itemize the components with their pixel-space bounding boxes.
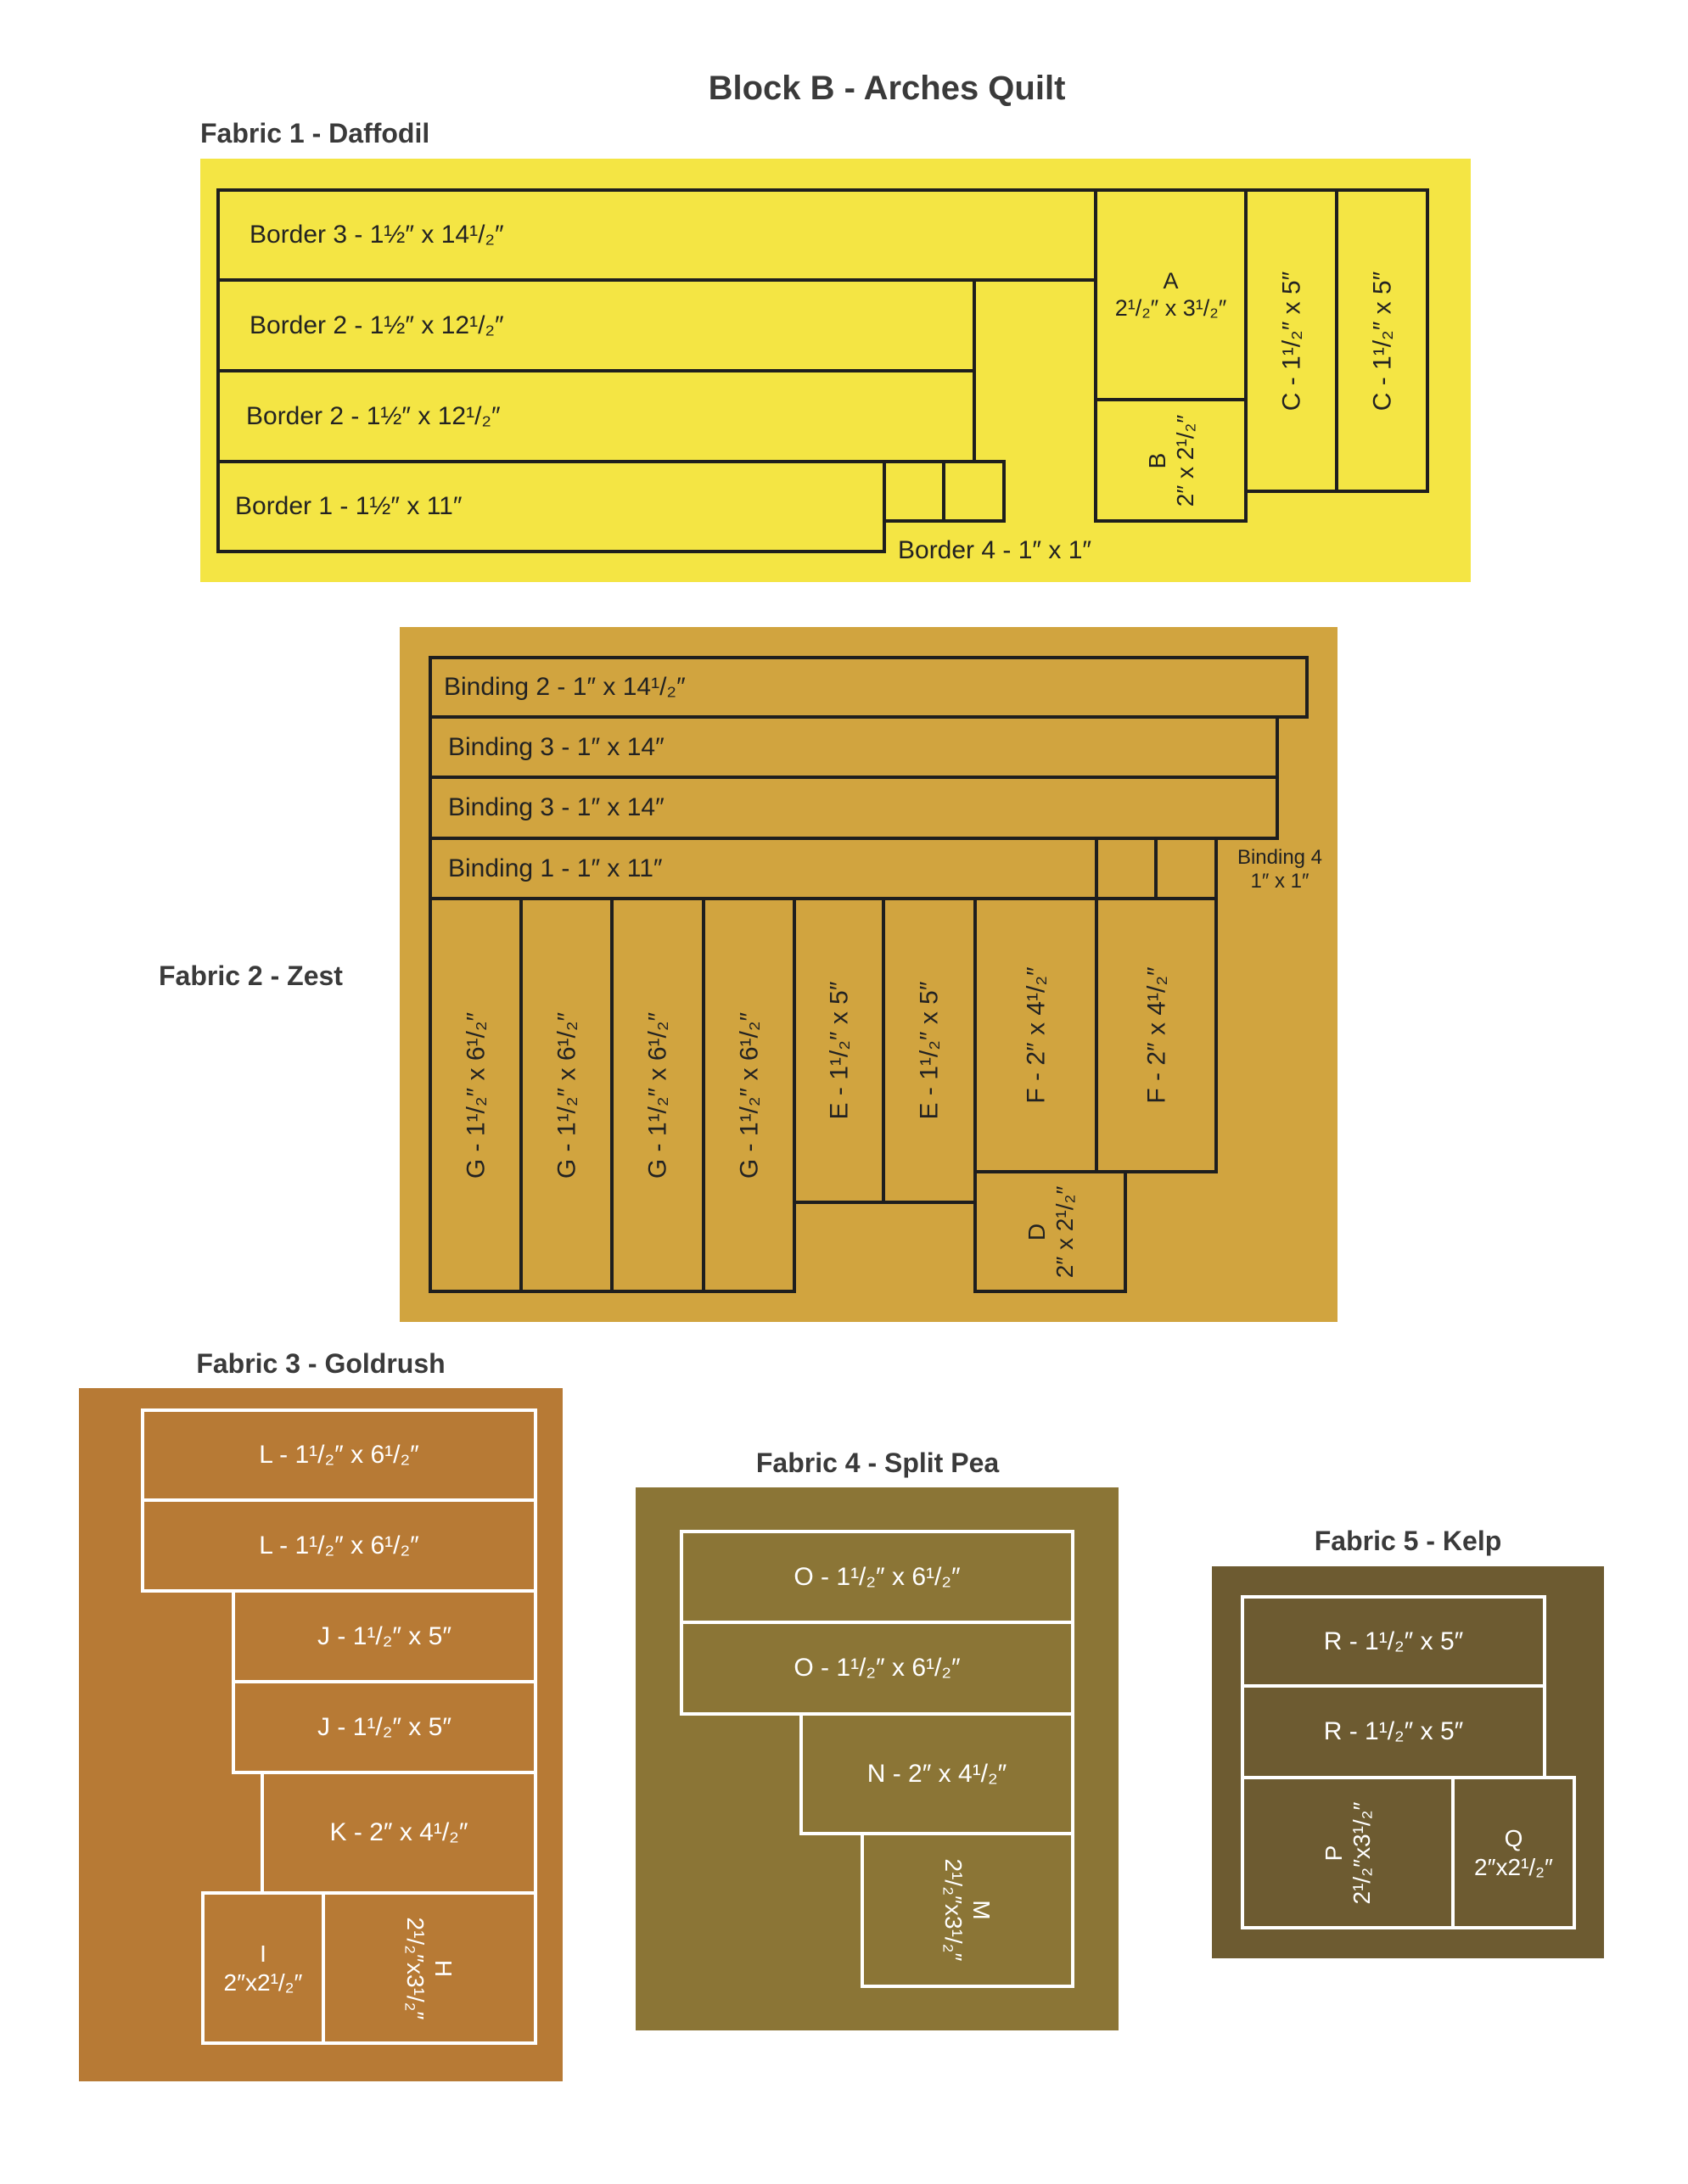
- piece-g: [704, 899, 794, 1291]
- piece-label: L - 1¹/₂″ x 6¹/₂″: [259, 1441, 419, 1470]
- piece-l: [143, 1410, 536, 1500]
- piece-h-text: [401, 1917, 457, 2019]
- piece-binding-3: [430, 717, 1277, 777]
- piece-p-text: [1320, 1801, 1376, 1904]
- fabric-3-panel: [79, 1388, 563, 2081]
- piece-letter: A: [1163, 267, 1179, 294]
- piece-binding-2: [430, 658, 1307, 717]
- piece-size: 2¹/₂″x3¹/₂″: [1349, 1801, 1375, 1904]
- piece-label: L - 1¹/₂″ x 6¹/₂″: [259, 1531, 419, 1560]
- piece-m: [862, 1834, 1073, 1986]
- piece-binding-4-square: [1156, 838, 1216, 899]
- piece-label: Binding 3 - 1″ x 14″: [448, 732, 665, 761]
- piece-border-2: [218, 280, 974, 371]
- piece-d: [975, 1172, 1125, 1291]
- fabric-4-label: Fabric 4 - Split Pea: [755, 1448, 1000, 1478]
- fabric-2-label: Fabric 2 - Zest: [159, 960, 343, 991]
- piece-label: Border 2 - 1½″ x 12¹/₂″: [246, 401, 501, 430]
- piece-j: [233, 1682, 536, 1772]
- piece-a: [1096, 190, 1246, 400]
- piece-m-text: [939, 1859, 995, 1962]
- piece-c: [1246, 190, 1337, 491]
- piece-label: G - 1¹/₂″ x 6¹/₂″: [552, 1011, 580, 1179]
- fabric-3-label: Fabric 3 - Goldrush: [196, 1348, 446, 1379]
- piece-size: 2¹/₂″ x 3¹/₂″: [1114, 294, 1227, 321]
- piece-size: 2″ x 2¹/₂″: [1051, 1185, 1078, 1278]
- piece-label: K - 2″ x 4¹/₂″: [329, 1818, 468, 1847]
- piece-label: J - 1¹/₂″ x 5″: [317, 1712, 451, 1741]
- piece-border-1: [218, 462, 884, 552]
- piece-border-2: [218, 371, 974, 462]
- page-title: Block B - Arches Quilt: [708, 70, 1066, 107]
- piece-e: [883, 899, 975, 1202]
- border-4-caption: Border 4 - 1″ x 1″: [898, 536, 1092, 564]
- piece-label: E - 1¹/₂″ x 5″: [915, 981, 944, 1120]
- piece-label: C - 1¹/₂″ x 5″: [1367, 271, 1396, 411]
- piece-o: [681, 1622, 1073, 1714]
- piece-k: [262, 1772, 536, 1893]
- piece-border-4-square: [884, 462, 944, 521]
- piece-size: 2″x2¹/₂″: [1474, 1853, 1553, 1880]
- piece-label: Binding 1 - 1″ x 11″: [448, 854, 663, 882]
- piece-letter: H: [430, 1959, 457, 1977]
- piece-label: Border 1 - 1½″ x 11″: [235, 492, 463, 521]
- piece-letter: D: [1023, 1223, 1050, 1240]
- piece-binding-3: [430, 777, 1277, 838]
- piece-label: O - 1¹/₂″ x 6¹/₂″: [794, 1562, 961, 1591]
- piece-label: R - 1¹/₂″ x 5″: [1323, 1627, 1464, 1655]
- piece-label: Border 2 - 1½″ x 12¹/₂″: [250, 311, 504, 339]
- piece-g: [612, 899, 704, 1291]
- piece-d-text: [1022, 1185, 1078, 1278]
- piece-label: Border 3 - 1½″ x 14¹/₂″: [250, 221, 504, 249]
- piece-border-4-square: [944, 462, 1004, 521]
- fabric-1-panel: [200, 159, 1471, 582]
- piece-letter: P: [1320, 1845, 1347, 1861]
- piece-label: F - 2″ x 4¹/₂″: [1021, 966, 1050, 1104]
- piece-b-text: [1142, 414, 1198, 507]
- piece-label: J - 1¹/₂″ x 5″: [317, 1621, 451, 1650]
- piece-n: [801, 1714, 1073, 1834]
- piece-size: 2¹/₂″x3¹/₂″: [940, 1858, 967, 1962]
- piece-label: O - 1¹/₂″ x 6¹/₂″: [794, 1654, 961, 1683]
- piece-f: [1096, 899, 1216, 1172]
- piece-l: [143, 1500, 536, 1591]
- piece-label: E - 1¹/₂″ x 5″: [824, 981, 853, 1120]
- piece-binding-1: [430, 838, 1096, 899]
- piece-f: [975, 899, 1096, 1172]
- piece-label: F - 2″ x 4¹/₂″: [1141, 966, 1170, 1104]
- piece-j: [233, 1591, 536, 1682]
- piece-binding-4-square: [1096, 838, 1156, 899]
- piece-label: G - 1¹/₂″ x 6¹/₂″: [643, 1011, 672, 1179]
- piece-letter: Q: [1504, 1825, 1523, 1852]
- piece-label: Binding 3 - 1″ x 14″: [448, 793, 665, 822]
- binding-4-caption: [1225, 846, 1335, 894]
- piece-letter: M: [968, 1900, 995, 1920]
- piece-size: 2″ x 2¹/₂″: [1171, 414, 1198, 507]
- piece-h: [323, 1893, 536, 2043]
- fabric-5-label: Fabric 5 - Kelp: [1314, 1526, 1502, 1556]
- piece-i: [203, 1893, 323, 2043]
- piece-g: [521, 899, 612, 1291]
- piece-label: C - 1¹/₂″ x 5″: [1276, 271, 1305, 411]
- piece-label: G - 1¹/₂″ x 6¹/₂″: [461, 1011, 490, 1179]
- piece-o: [681, 1532, 1073, 1622]
- piece-e: [794, 899, 883, 1202]
- fabric-5-panel: [1212, 1566, 1604, 1958]
- piece-g: [430, 899, 521, 1291]
- piece-c: [1337, 190, 1427, 491]
- piece-border-3: [218, 190, 1096, 280]
- piece-size: 2″x2¹/₂″: [223, 1968, 303, 1996]
- piece-b: [1096, 400, 1246, 521]
- caption-size: 1″ x 1″: [1250, 870, 1309, 893]
- caption-name: Binding 4: [1237, 846, 1323, 869]
- fabric-1-label: Fabric 1 - Daffodil: [200, 118, 430, 148]
- piece-r: [1242, 1597, 1545, 1686]
- piece-p: [1242, 1778, 1453, 1928]
- fabric-2-panel: [400, 627, 1338, 1322]
- piece-label: G - 1¹/₂″ x 6¹/₂″: [734, 1011, 763, 1179]
- piece-q: [1453, 1778, 1574, 1928]
- piece-label: N - 2″ x 4¹/₂″: [866, 1759, 1007, 1788]
- piece-label: Binding 2 - 1″ x 14¹/₂″: [444, 673, 686, 702]
- piece-letter: B: [1143, 452, 1170, 468]
- fabric-4-panel: [636, 1487, 1119, 2030]
- piece-r: [1242, 1686, 1545, 1778]
- piece-label: R - 1¹/₂″ x 5″: [1323, 1717, 1464, 1746]
- piece-letter: I: [260, 1940, 266, 1968]
- piece-size: 2¹/₂″x3¹/₂″: [402, 1917, 429, 2019]
